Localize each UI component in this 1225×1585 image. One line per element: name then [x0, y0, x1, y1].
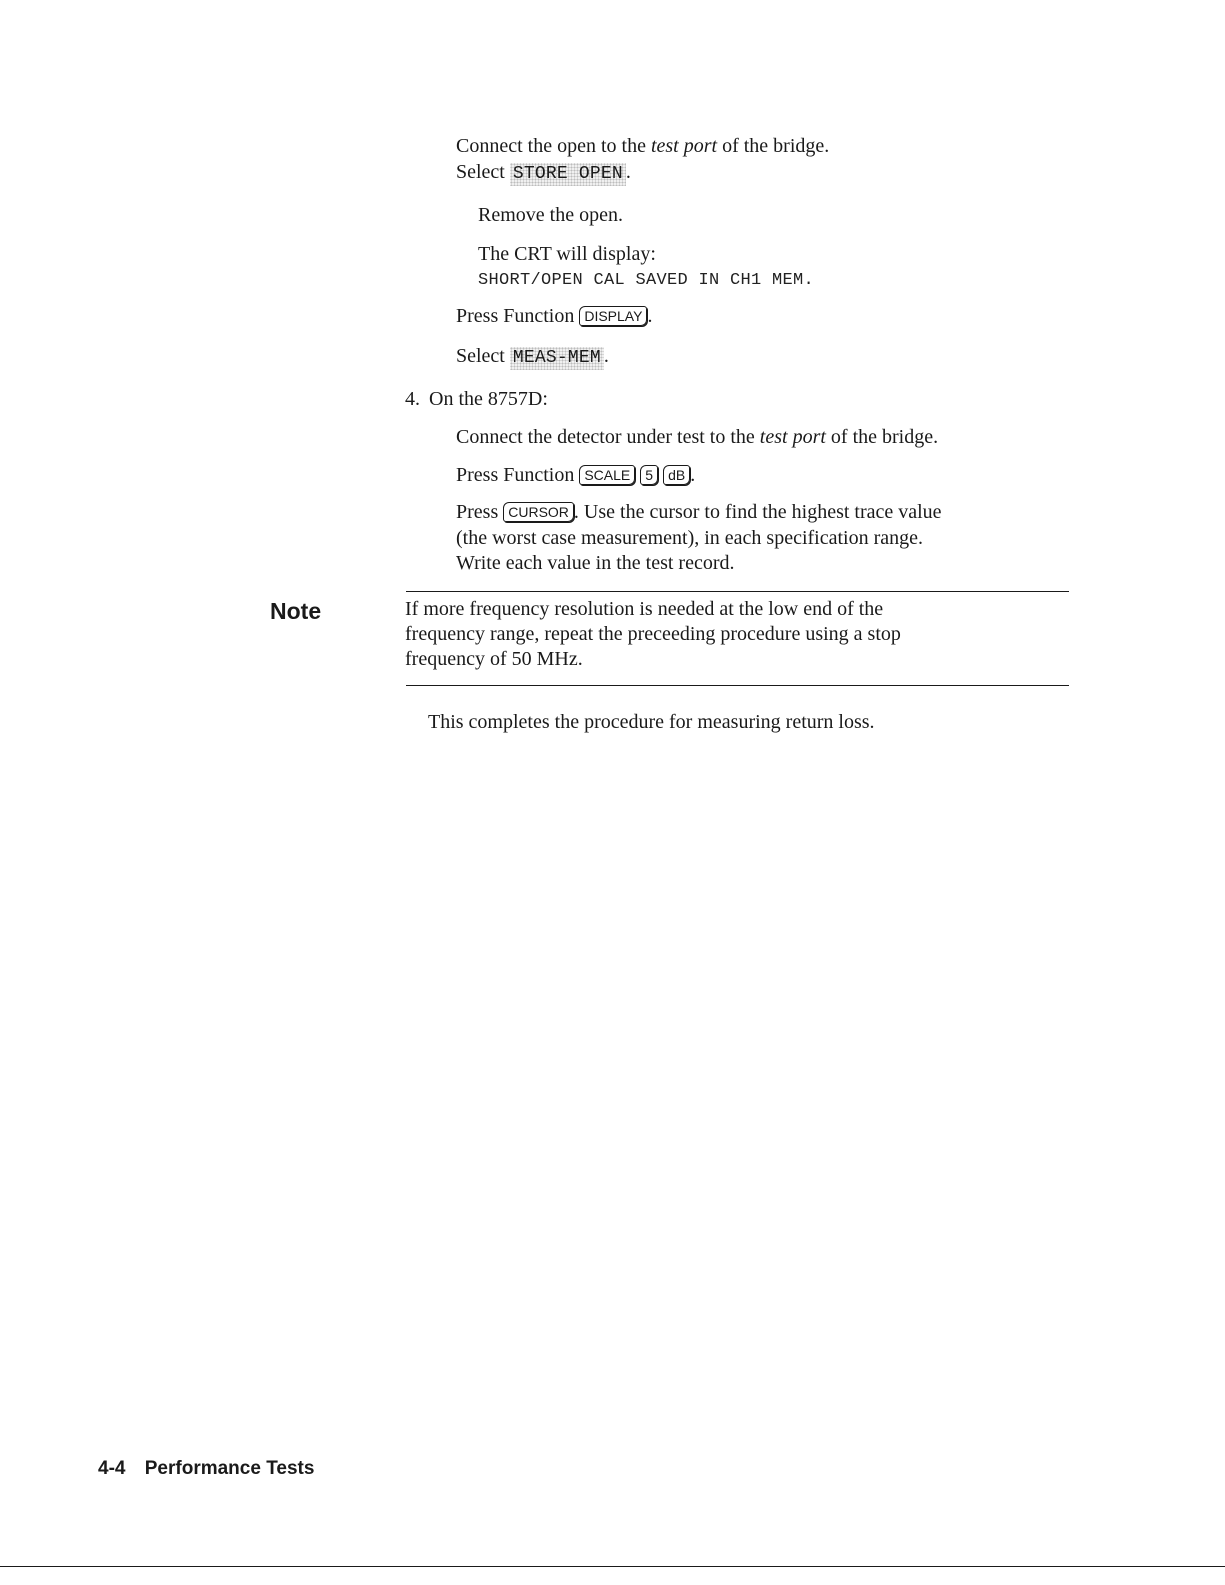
- scale-key: SCALE: [579, 465, 635, 485]
- completion-text: This completes the procedure for measuring return loss.: [428, 711, 875, 733]
- press-cursor-step: [456, 500, 942, 525]
- note-line-1: If more frequency resolution is needed at the low end of the: [405, 598, 884, 620]
- press-cursor-line-3: Write each value in the test record.: [456, 552, 735, 574]
- connect-detector-suffix: of the bridge.: [825, 426, 939, 448]
- press-scale-prefix: Press Function: [456, 464, 580, 486]
- press-cursor-line-2: (the worst case measurement), in each specification range.: [456, 527, 924, 549]
- select-store-prefix: Select: [456, 161, 510, 183]
- display-key: DISPLAY: [579, 306, 647, 326]
- page-bottom-rule: [0, 1566, 1225, 1567]
- crt-message: SHORT/OPEN CAL SAVED IN CH1 MEM.: [478, 271, 815, 290]
- page-number: 4-4: [98, 1458, 126, 1479]
- note-line-3: frequency of 50 MHz.: [405, 648, 583, 670]
- section-title: Performance Tests: [144, 1458, 315, 1479]
- step-4-text: On the 8757D:: [429, 388, 548, 410]
- connect-detector-prefix: Connect the detector under test to the: [456, 426, 760, 448]
- connect-open-suffix: of the bridge.: [717, 135, 830, 157]
- remove-open-text: Remove the open.: [478, 204, 623, 226]
- note-top-rule: [406, 591, 1069, 592]
- press-cursor-suffix: . Use the cursor to find the highest trace value: [573, 501, 942, 523]
- press-cursor-prefix: Press: [456, 501, 504, 523]
- step-4-number: 4.: [405, 388, 420, 410]
- step-4: [405, 387, 548, 412]
- select-store-open-step: [456, 160, 631, 187]
- cursor-key: CURSOR: [503, 502, 574, 522]
- press-scale-suffix: .: [690, 464, 696, 486]
- page-footer: [98, 1458, 314, 1480]
- test-port-emphasis-2: test port: [759, 426, 826, 448]
- connect-open-step: [456, 134, 829, 159]
- store-open-softkey: STORE OPEN: [510, 163, 626, 186]
- press-display-step: [456, 304, 652, 329]
- press-display-suffix: .: [647, 305, 653, 327]
- meas-mem-softkey: MEAS-MEM: [510, 347, 604, 370]
- select-meas-prefix: Select: [456, 345, 510, 367]
- select-meas-mem-step: [456, 344, 609, 371]
- crt-intro-text: The CRT will display:: [478, 243, 656, 265]
- select-store-suffix: .: [625, 161, 631, 183]
- test-port-emphasis: test port: [650, 135, 718, 157]
- db-key: dB: [663, 465, 690, 485]
- press-scale-step: [456, 463, 695, 488]
- note-label: Note: [270, 598, 322, 624]
- note-bottom-rule: [406, 685, 1069, 686]
- press-display-prefix: Press Function: [456, 305, 580, 327]
- five-key: 5: [640, 465, 658, 485]
- connect-detector-step: [456, 425, 938, 450]
- note-line-2: frequency range, repeat the preceeding procedure using a stop: [405, 623, 901, 645]
- connect-open-prefix: Connect the open to the: [456, 135, 651, 157]
- select-meas-suffix: .: [603, 345, 609, 367]
